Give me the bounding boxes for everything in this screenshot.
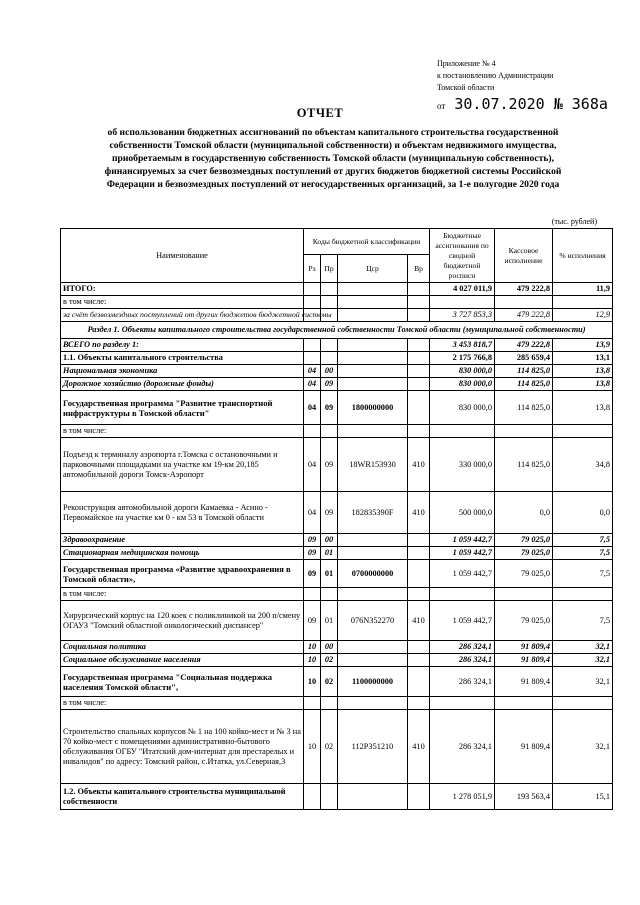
cell-name: 1.2. Объекты капитального строительства муниципальной собственности bbox=[61, 784, 304, 810]
table-row-gp-social bbox=[61, 667, 613, 697]
cell-budget: 330 000,0 bbox=[430, 438, 495, 492]
table-row-incl bbox=[61, 296, 613, 309]
cell-rz: 04 bbox=[304, 365, 321, 378]
cell-vr: 410 bbox=[408, 492, 430, 534]
table-row-gratis bbox=[61, 309, 613, 322]
table-row-stationary bbox=[61, 547, 613, 560]
cell-pr: 01 bbox=[321, 560, 338, 588]
cell-cash: 114 825,0 bbox=[495, 391, 553, 425]
cell-rz: 04 bbox=[304, 391, 321, 425]
cell-name: Хирургический корпус на 120 коек с поликлиникой на 200 п/смену ОГАУЗ "Томский областной онкологический диспансер" bbox=[61, 601, 304, 641]
header-codes: Коды бюджетной классификации bbox=[304, 229, 430, 255]
cell-pct: 15,1 bbox=[553, 784, 613, 810]
cell-budget: 286 324,1 bbox=[430, 667, 495, 697]
cell-budget: 830 000,0 bbox=[430, 365, 495, 378]
cell-name: Дорожное хозяйство (дорожные фонды) bbox=[61, 378, 304, 391]
cell-pct: 13,9 bbox=[553, 339, 613, 352]
cell-rz: 09 bbox=[304, 601, 321, 641]
header-vr: Вр bbox=[408, 255, 430, 283]
cell-pct: 7,5 bbox=[553, 547, 613, 560]
cell-pr: 09 bbox=[321, 378, 338, 391]
cell-budget: 286 324,1 bbox=[430, 641, 495, 654]
cell-cash: 114 825,0 bbox=[495, 365, 553, 378]
table-row-total bbox=[61, 283, 613, 296]
cell-cash: 79 025,0 bbox=[495, 601, 553, 641]
cell-csr: 076N352270 bbox=[338, 601, 408, 641]
cell-budget: 1 059 442,7 bbox=[430, 534, 495, 547]
header-name: Наименование bbox=[61, 229, 304, 283]
table-row-incl bbox=[61, 425, 613, 438]
table-row-gp-health bbox=[61, 560, 613, 588]
cell-vr: 410 bbox=[408, 601, 430, 641]
cell-cash: 91 809,4 bbox=[495, 710, 553, 784]
cell-pct: 32,1 bbox=[553, 641, 613, 654]
table-row-section1 bbox=[61, 322, 613, 339]
cell-budget: 1 059 442,7 bbox=[430, 547, 495, 560]
cell-name: Социальная политика bbox=[61, 641, 304, 654]
cell-cash: 0,0 bbox=[495, 492, 553, 534]
table-row-social bbox=[61, 641, 613, 654]
cell-pr: 02 bbox=[321, 710, 338, 784]
table-row-incl bbox=[61, 697, 613, 710]
cell-name: за счёт безвозмездных поступлений от других бюджетов бюджетной системы bbox=[61, 309, 304, 322]
table-row-1-1 bbox=[61, 352, 613, 365]
cell-cash: 479 222,8 bbox=[495, 339, 553, 352]
cell-csr: 0700000000 bbox=[338, 560, 408, 588]
cell-name: ВСЕГО по разделу 1: bbox=[61, 339, 304, 352]
cell-rz: 10 bbox=[304, 654, 321, 667]
cell-pct: 32,1 bbox=[553, 710, 613, 784]
cell-vr: 410 bbox=[408, 710, 430, 784]
cell-name: ИТОГО: bbox=[61, 283, 304, 296]
cell-budget: 1 059 442,7 bbox=[430, 560, 495, 588]
cell-pr: 00 bbox=[321, 365, 338, 378]
section-title: Раздел 1. Объекты капитального строительства государственной собственности Томской области (муниципальной собственности) bbox=[61, 322, 613, 339]
header-rz: Рз bbox=[304, 255, 321, 283]
appendix-line1: Приложение № 4 bbox=[437, 59, 496, 68]
header-budget: Бюджетные ассигнования по сводной бюджетной росписи bbox=[430, 229, 495, 283]
cell-pct: 32,1 bbox=[553, 654, 613, 667]
cell-pct: 7,5 bbox=[553, 601, 613, 641]
cell-name: в том числе: bbox=[61, 697, 304, 710]
cell-cash: 479 222,8 bbox=[495, 283, 553, 296]
cell-rz: 04 bbox=[304, 378, 321, 391]
cell-cash: 114 825,0 bbox=[495, 438, 553, 492]
cell-pct: 34,8 bbox=[553, 438, 613, 492]
cell-name: Реконструкция автомобильной дороги Камаевка - Асино - Первомайское на участке км 0 - км 53 в Томской области bbox=[61, 492, 304, 534]
header-pr: Пр bbox=[321, 255, 338, 283]
cell-pct: 13,8 bbox=[553, 378, 613, 391]
cell-budget: 2 175 766,8 bbox=[430, 352, 495, 365]
report-title: ОТЧЕТ bbox=[296, 106, 344, 120]
cell-csr: 1100000000 bbox=[338, 667, 408, 697]
cell-pct: 7,5 bbox=[553, 534, 613, 547]
cell-cash: 479 222,8 bbox=[495, 309, 553, 322]
cell-cash: 79 025,0 bbox=[495, 547, 553, 560]
table-row-social-service bbox=[61, 654, 613, 667]
table-row-gp-transport bbox=[61, 391, 613, 425]
table-row-health bbox=[61, 534, 613, 547]
table-row-airport bbox=[61, 438, 613, 492]
cell-pr: 02 bbox=[321, 654, 338, 667]
table-row-incl bbox=[61, 588, 613, 601]
units-label: (тыс. рублей) bbox=[551, 217, 597, 226]
cell-budget: 1 278 051,9 bbox=[430, 784, 495, 810]
cell-pct: 11,9 bbox=[553, 283, 613, 296]
cell-cash: 79 025,0 bbox=[495, 534, 553, 547]
table-row-itatka bbox=[61, 710, 613, 784]
cell-csr: 182835390F bbox=[338, 492, 408, 534]
cell-name: Государственная программа "Развитие транспортной инфраструктуры в Томской области" bbox=[61, 391, 304, 425]
cell-csr: 112P351210 bbox=[338, 710, 408, 784]
cell-name: Подъезд к терминалу аэропорта г.Томска с остановочными и парковочными площадками на участке км 19-км 20,185 автомобильной дороги Томск-Аэропорт bbox=[61, 438, 304, 492]
cell-name: в том числе: bbox=[61, 296, 304, 309]
cell-rz: 10 bbox=[304, 667, 321, 697]
cell-name: Национальная экономика bbox=[61, 365, 304, 378]
cell-rz: 09 bbox=[304, 560, 321, 588]
cell-rz: 04 bbox=[304, 492, 321, 534]
cell-pr: 09 bbox=[321, 391, 338, 425]
cell-budget: 1 059 442,7 bbox=[430, 601, 495, 641]
cell-pct: 13,8 bbox=[553, 391, 613, 425]
cell-pct: 12,9 bbox=[553, 309, 613, 322]
table-row-1-2 bbox=[61, 784, 613, 810]
cell-pct: 0,0 bbox=[553, 492, 613, 534]
cell-name: Государственная программа «Развитие здравоохранения в Томской области», bbox=[61, 560, 304, 588]
table-row-surgery bbox=[61, 601, 613, 641]
cell-budget: 3 453 818,7 bbox=[430, 339, 495, 352]
header-row-1 bbox=[61, 229, 613, 255]
cell-cash: 193 563,4 bbox=[495, 784, 553, 810]
cell-budget: 830 000,0 bbox=[430, 378, 495, 391]
cell-csr: 1800000000 bbox=[338, 391, 408, 425]
report-table bbox=[60, 228, 613, 810]
cell-pr: 00 bbox=[321, 641, 338, 654]
cell-name: в том числе: bbox=[61, 588, 304, 601]
cell-name: Здравоохранение bbox=[61, 534, 304, 547]
cell-pct: 13,1 bbox=[553, 352, 613, 365]
cell-name: 1.1. Объекты капитального строительства bbox=[61, 352, 304, 365]
report-subtitle: об использовании бюджетных ассигнований по объектам капитального строительства государственной собственности Томской области (муниципальной собственности) и объектам недвижимого имущества, приобретаемым в государственную собственность Томской области (муниципальную собственность), финансируемых за счет безвозмездных поступлений от других бюджетов бюджетной системы Российской Федерации и безвозмездных поступлений от негосударственных организаций, за 1-е полугодие 2020 года bbox=[104, 127, 562, 190]
cell-name: Социальное обслуживание населения bbox=[61, 654, 304, 667]
header-pct: % исполнения bbox=[553, 229, 613, 283]
cell-rz: 10 bbox=[304, 710, 321, 784]
cell-rz: 09 bbox=[304, 534, 321, 547]
cell-cash: 91 809,4 bbox=[495, 667, 553, 697]
table-row-section-total bbox=[61, 339, 613, 352]
cell-cash: 114 825,0 bbox=[495, 378, 553, 391]
cell-rz: 10 bbox=[304, 641, 321, 654]
cell-name: Строительство спальных корпусов № 1 на 100 койко-мест и № 3 на 70 койко-мест с помещениями административно-бытового обслуживания ОГБУ "Итатский дом-интернат для престарелых и инвалидов" по адресу: Томский район, с.Итатка, ул.Северная,3 bbox=[61, 710, 304, 784]
cell-name: Государственная программа "Социальная поддержка населения Томской области", bbox=[61, 667, 304, 697]
appendix-line3: Томской области bbox=[437, 83, 495, 92]
cell-rz: 09 bbox=[304, 547, 321, 560]
cell-name: Стационарная медицинская помощь bbox=[61, 547, 304, 560]
cell-pr: 02 bbox=[321, 667, 338, 697]
table-row-roads bbox=[61, 378, 613, 391]
cell-pct: 7,5 bbox=[553, 560, 613, 588]
table-row-kamaeva bbox=[61, 492, 613, 534]
cell-csr: 18WR153930 bbox=[338, 438, 408, 492]
cell-pct: 32,1 bbox=[553, 667, 613, 697]
table-row-natecon bbox=[61, 365, 613, 378]
cell-budget: 500 000,0 bbox=[430, 492, 495, 534]
cell-budget: 286 324,1 bbox=[430, 654, 495, 667]
cell-budget: 286 324,1 bbox=[430, 710, 495, 784]
cell-budget: 4 027 011,9 bbox=[430, 283, 495, 296]
cell-vr: 410 bbox=[408, 438, 430, 492]
cell-name: в том числе: bbox=[61, 425, 304, 438]
cell-cash: 91 809,4 bbox=[495, 641, 553, 654]
cell-pr: 09 bbox=[321, 438, 338, 492]
header-csr: Цср bbox=[338, 255, 408, 283]
cell-budget: 830 000,0 bbox=[430, 391, 495, 425]
cell-pr: 00 bbox=[321, 534, 338, 547]
cell-pct: 13,8 bbox=[553, 365, 613, 378]
appendix-line2: к постановлению Администрации bbox=[437, 71, 554, 80]
cell-pr: 01 bbox=[321, 547, 338, 560]
cell-cash: 79 025,0 bbox=[495, 560, 553, 588]
header-cash: Кассовое исполнение bbox=[495, 229, 553, 283]
cell-cash: 91 809,4 bbox=[495, 654, 553, 667]
appendix-from: от bbox=[437, 101, 446, 111]
cell-budget: 3 727 853,3 bbox=[430, 309, 495, 322]
cell-rz: 04 bbox=[304, 438, 321, 492]
cell-pr: 01 bbox=[321, 601, 338, 641]
cell-pr: 09 bbox=[321, 492, 338, 534]
appendix-date-number: 30.07.2020 № 368а bbox=[454, 95, 608, 113]
cell-cash: 285 659,4 bbox=[495, 352, 553, 365]
